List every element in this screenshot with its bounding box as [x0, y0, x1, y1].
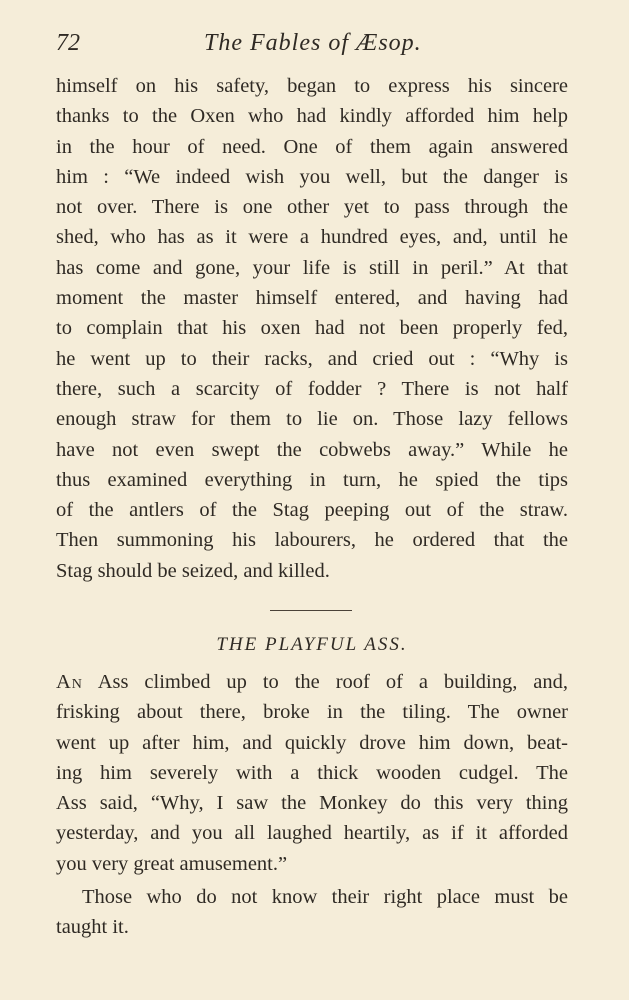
text-line: he went up to their racks, and cried out : “Why is: [56, 347, 568, 370]
text-line: frisking about there, broke in the tiling. The owner: [56, 701, 568, 724]
text-line: have not even swept the cobwebs away.” While he: [56, 438, 568, 461]
text-line: went up after him, and quickly drove him down, beat-: [56, 731, 568, 754]
text-line: Stag should be seized, and killed.: [56, 559, 330, 582]
text-line: Then summoning his labourers, he ordered that the: [56, 529, 568, 552]
fable-moral: [56, 882, 568, 943]
text-line: Ass said, “Why, I saw the Monkey do this very thing: [56, 792, 568, 815]
fable-body: [56, 667, 568, 879]
text-line: there, such a scarcity of fodder ? There is not half: [56, 377, 568, 400]
text-line: of the antlers of the Stag peeping out of the straw.: [56, 499, 568, 522]
text-line: to complain that his oxen had not been properly fed,: [56, 317, 568, 340]
running-title: The Fables of Æsop.: [204, 30, 422, 56]
text-line: moment the master himself entered, and having had: [56, 287, 568, 310]
text-line: taught it.: [56, 916, 129, 939]
text-line: ing him severely with a thick wooden cudgel. The: [56, 761, 568, 784]
page-header: [56, 30, 568, 64]
fable-title: THE PLAYFUL ASS.: [216, 634, 408, 655]
page-number: 72: [56, 30, 80, 56]
text-line: Those who do not know their right place must be: [82, 886, 568, 908]
text-line: in the hour of need. One of them again answered: [56, 135, 568, 158]
text-line: you very great amusement.”: [56, 852, 288, 875]
text-line: shed, who has as it were a hundred eyes, and, until he: [56, 226, 568, 249]
text-line: enough straw for them to lie on. Those lazy fellows: [56, 408, 568, 431]
text-line: himself on his safety, began to express his sincere: [56, 75, 568, 97]
text-line: has come and gone, your life is still in peril.” At that: [56, 256, 568, 279]
text-line: yesterday, and you all laughed heartily, as if it afforded: [56, 822, 568, 845]
first-line-rest: Ass climbed up to the roof of a building, and,: [82, 671, 568, 693]
text-line: thanks to the Oxen who had kindly afforded him help: [56, 105, 568, 128]
text-line: him : “We indeed wish you well, but the danger is: [56, 165, 568, 188]
opening-word: An: [56, 671, 83, 693]
text-line: [56, 667, 568, 697]
continued-fable-text: [56, 71, 568, 586]
text-line: thus examined everything in turn, he spied the tips: [56, 468, 568, 491]
text-line: not over. There is one other yet to pass through the: [56, 196, 568, 219]
section-divider: [270, 610, 352, 611]
